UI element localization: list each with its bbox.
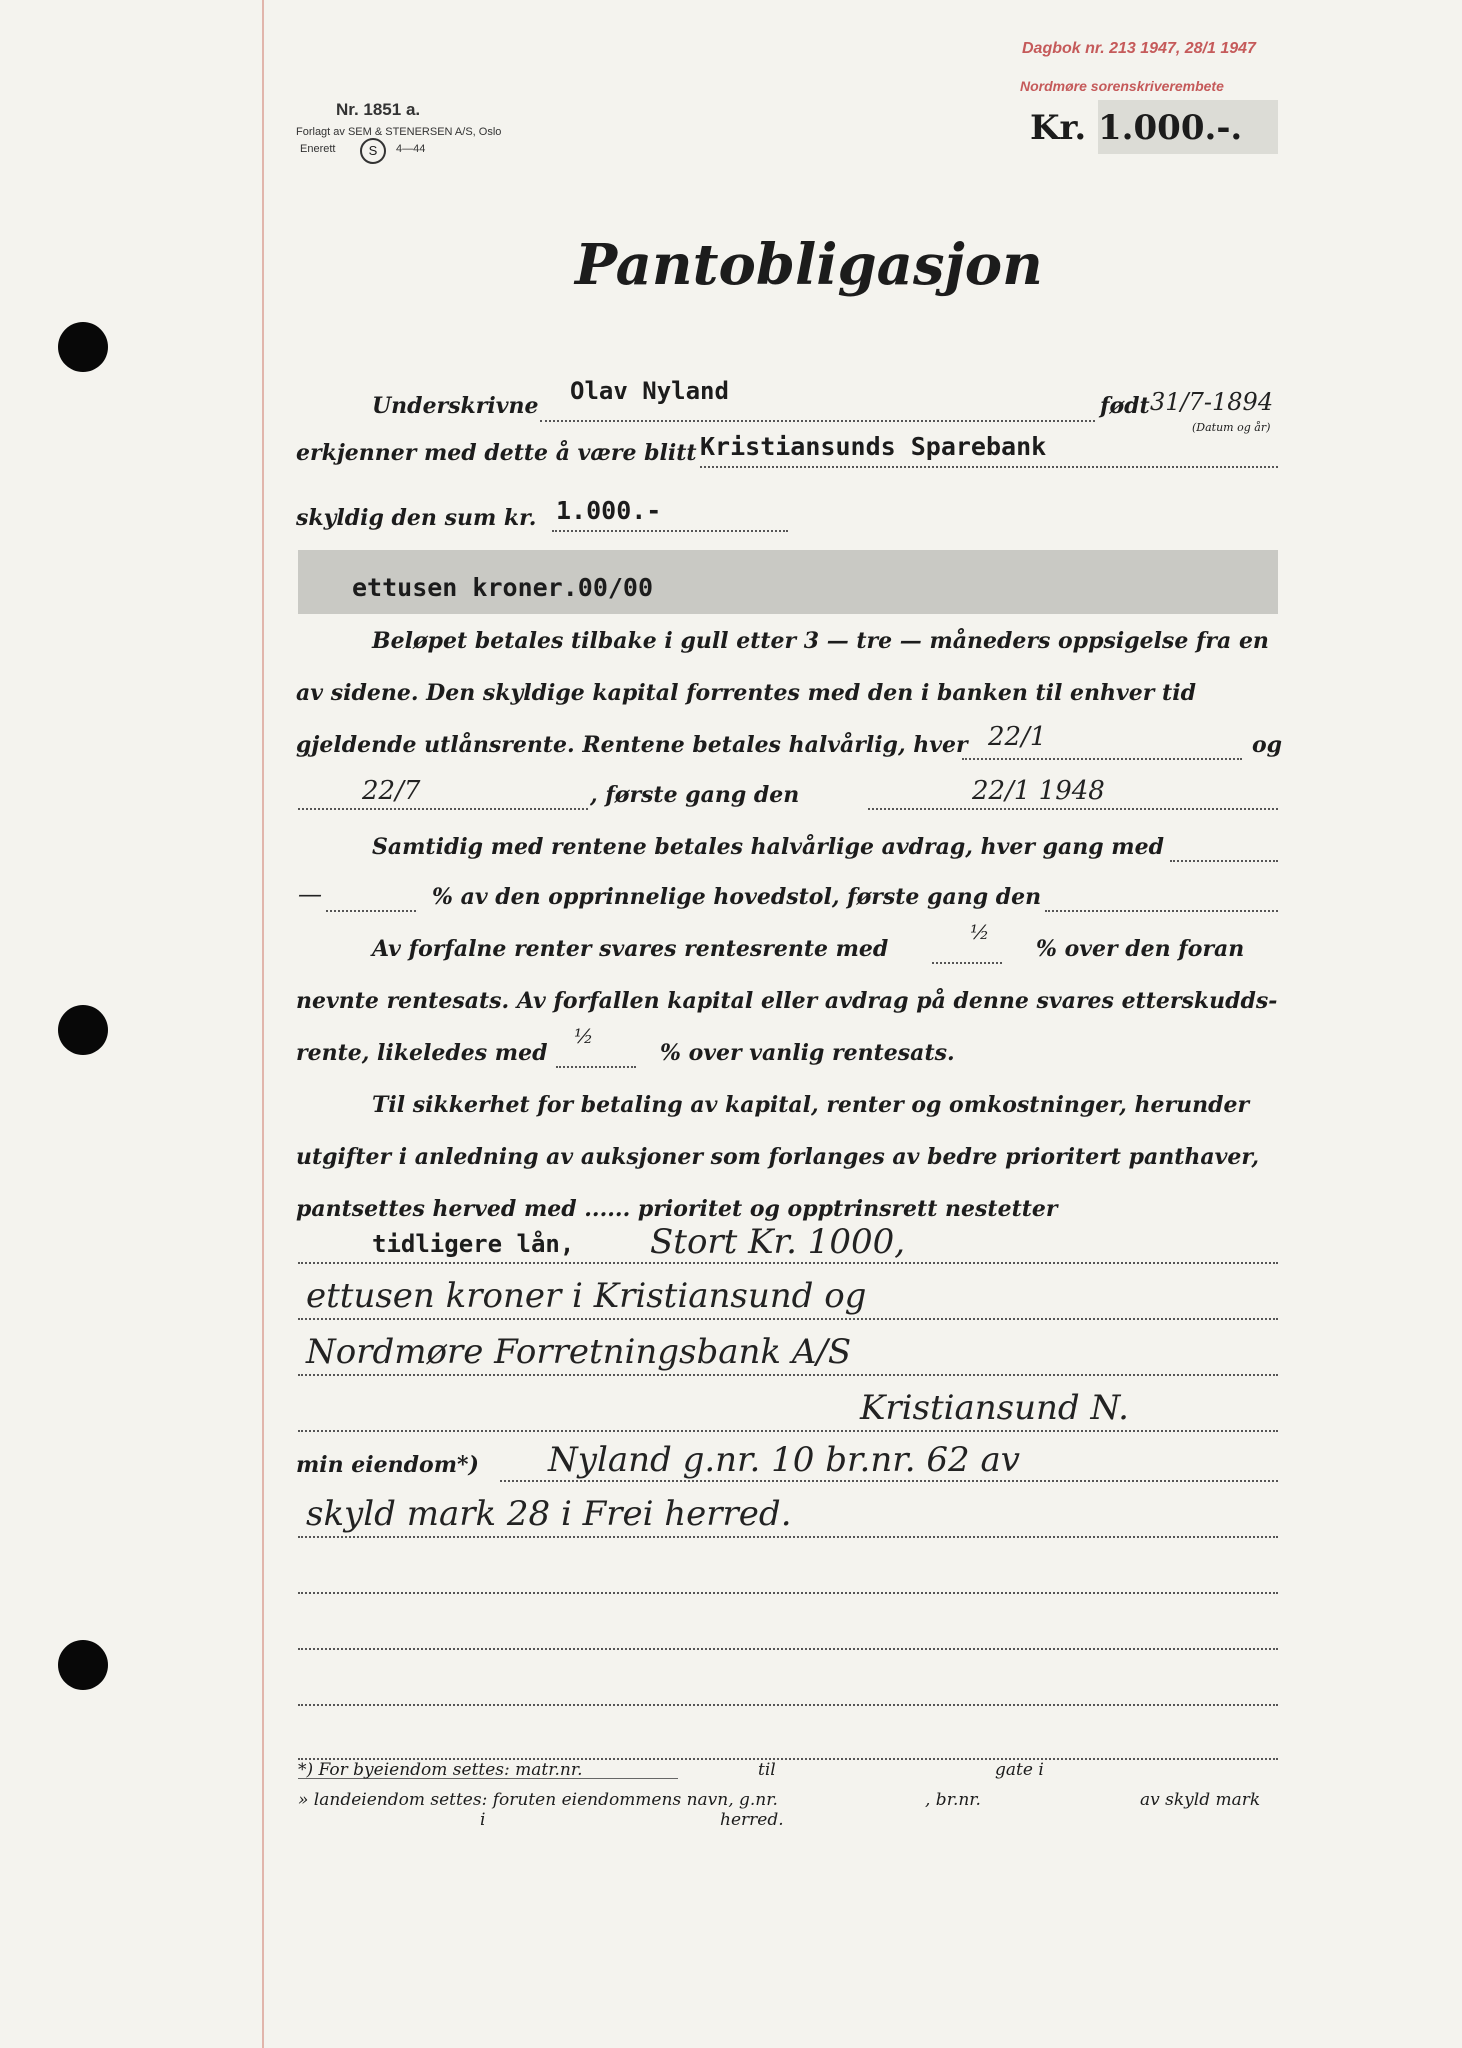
document-title: Pantobligasjon [575, 232, 1043, 298]
sum-words: ettusen kroner.00/00 [352, 573, 654, 602]
debtor-name: Olav Nyland [570, 377, 729, 405]
compound-rate-dotline [932, 962, 1002, 964]
installment-dash: — [298, 880, 322, 908]
punch-hole-2 [58, 1005, 108, 1055]
terms-line-7-end: % over den foran [1036, 936, 1245, 962]
debtor-label: Underskrivne [372, 393, 539, 419]
property-dotline-1 [500, 1480, 1278, 1482]
property-dotline-4 [298, 1648, 1278, 1650]
terms-line-8: nevnte rentesats. Av forfallen kapital eller avdrag på denne svares etterskudds- [296, 988, 1278, 1014]
creditor-name: Kristiansunds Sparebank [700, 432, 1047, 461]
footnote-line-3-end: herred. [720, 1810, 784, 1830]
prior-loan-dotline-2 [298, 1318, 1278, 1320]
punch-hole-3 [58, 1640, 108, 1690]
interest-date-1: 22/1 [988, 722, 1047, 752]
creditor-dotline [700, 466, 1278, 468]
property-dotline-3 [298, 1592, 1278, 1594]
footnote-line-1-end: gate i [995, 1760, 1044, 1780]
property-hand-2: skyld mark 28 i Frei herred. [306, 1494, 792, 1534]
installment-dotline [1170, 860, 1278, 862]
footnote-line-2-mid: , br.nr. [925, 1790, 981, 1810]
terms-line-10: Til sikkerhet for betaling av kapital, renter og omkostninger, herunder [372, 1092, 1250, 1118]
interest-date-dotline [962, 758, 1242, 760]
terms-line-9: rente, likeledes med [296, 1040, 548, 1066]
first-date-dotline [868, 808, 1278, 810]
installment-date-dotline [1045, 910, 1278, 912]
debtor-dotline [540, 420, 1095, 422]
prior-loan-dotline-4 [298, 1430, 1278, 1432]
installment-pct-dotline [326, 910, 416, 912]
interest-date-2: 22/7 [362, 776, 421, 806]
property-hand-1: Nyland g.nr. 10 br.nr. 62 av [548, 1440, 1020, 1480]
born-date: 31/7-1894 [1150, 388, 1274, 416]
interest-date-2-dotline [298, 808, 588, 810]
terms-line-5: Samtidig med rentene betales halvårlige avdrag, hver gang med [372, 834, 1164, 860]
terms-line-11: utgifter i anledning av auksjoner som forlanges av bedre prioritert panthaver, [296, 1144, 1260, 1170]
terms-line-6: % av den opprinnelige hovedstol, første gang den [432, 884, 1042, 910]
prior-loan-hand-2: ettusen kroner i Kristiansund og [306, 1276, 867, 1316]
form-number: Nr. 1851 a. [336, 100, 421, 119]
first-payment-date: 22/1 1948 [972, 776, 1105, 806]
prior-loan-hand-3: Nordmøre Forretningsbank A/S [306, 1332, 852, 1372]
prior-loan-dotline-1 [298, 1262, 1278, 1264]
exclusive-label: Enerett [300, 143, 336, 155]
terms-line-7: Av forfalne renter svares rentesrente med [372, 936, 889, 962]
publisher-logo: S [360, 138, 386, 164]
court-stamp: Nordmøre sorenskriverembete [1020, 78, 1224, 94]
prior-loan-label: tidligere lån, [372, 1230, 575, 1258]
diary-stamp: Dagbok nr. 213 1947, 28/1 1947 [1022, 40, 1256, 57]
terms-line-9-end: % over vanlig rentesats. [660, 1040, 955, 1066]
late-rate: ½ [574, 1024, 594, 1048]
terms-line-2: av sidene. Den skyldige kapital forrentes med den i banken til enhver tid [296, 680, 1196, 706]
edition: 4—44 [396, 143, 426, 155]
born-label: født [1100, 393, 1150, 419]
compound-rate: ½ [970, 920, 990, 944]
creditor-label: erkjenner med dette å være blitt [296, 440, 697, 466]
terms-line-4: , første gang den [590, 782, 800, 808]
punch-hole-1 [58, 322, 108, 372]
terms-line-3-end: og [1252, 732, 1283, 758]
amount-header: Kr. 1.000.-. [1030, 108, 1243, 148]
footnote-line-2: » landeiendom settes: foruten eiendommens navn, g.nr. [298, 1790, 778, 1810]
terms-line-3: gjeldende utlånsrente. Rentene betales halvårlig, hver [296, 732, 968, 758]
prior-loan-hand-1: Stort Kr. 1000, [650, 1222, 906, 1262]
property-label: min eiendom*) [296, 1452, 479, 1478]
property-dotline-5 [298, 1704, 1278, 1706]
sum-label: skyldig den sum kr. [296, 505, 537, 531]
sum-dotline [552, 530, 788, 532]
sum-value: 1.000.- [556, 496, 662, 525]
footnote-line-3: i [480, 1810, 486, 1830]
margin-line [262, 0, 264, 2048]
prior-loan-hand-4: Kristiansund N. [860, 1388, 1129, 1428]
publisher: Forlagt av SEM & STENERSEN A/S, Oslo [296, 126, 502, 138]
terms-line-1: Beløpet betales tilbake i gull etter 3 — tre — måneders oppsigelse fra en [372, 628, 1269, 654]
prior-loan-dotline-3 [298, 1374, 1278, 1376]
property-dotline-2 [298, 1536, 1278, 1538]
terms-line-12: pantsettes herved med ...... prioritet og opptrinsrett nestetter [296, 1196, 1058, 1222]
late-rate-dotline [556, 1066, 636, 1068]
footnote-line-1: *) For byeiendom settes: matr.nr. [298, 1760, 583, 1780]
born-hint: (Datum og år) [1192, 421, 1271, 434]
footnote-line-1-mid: til [758, 1760, 776, 1780]
footnote-line-2-end: av skyld mark [1140, 1790, 1261, 1810]
